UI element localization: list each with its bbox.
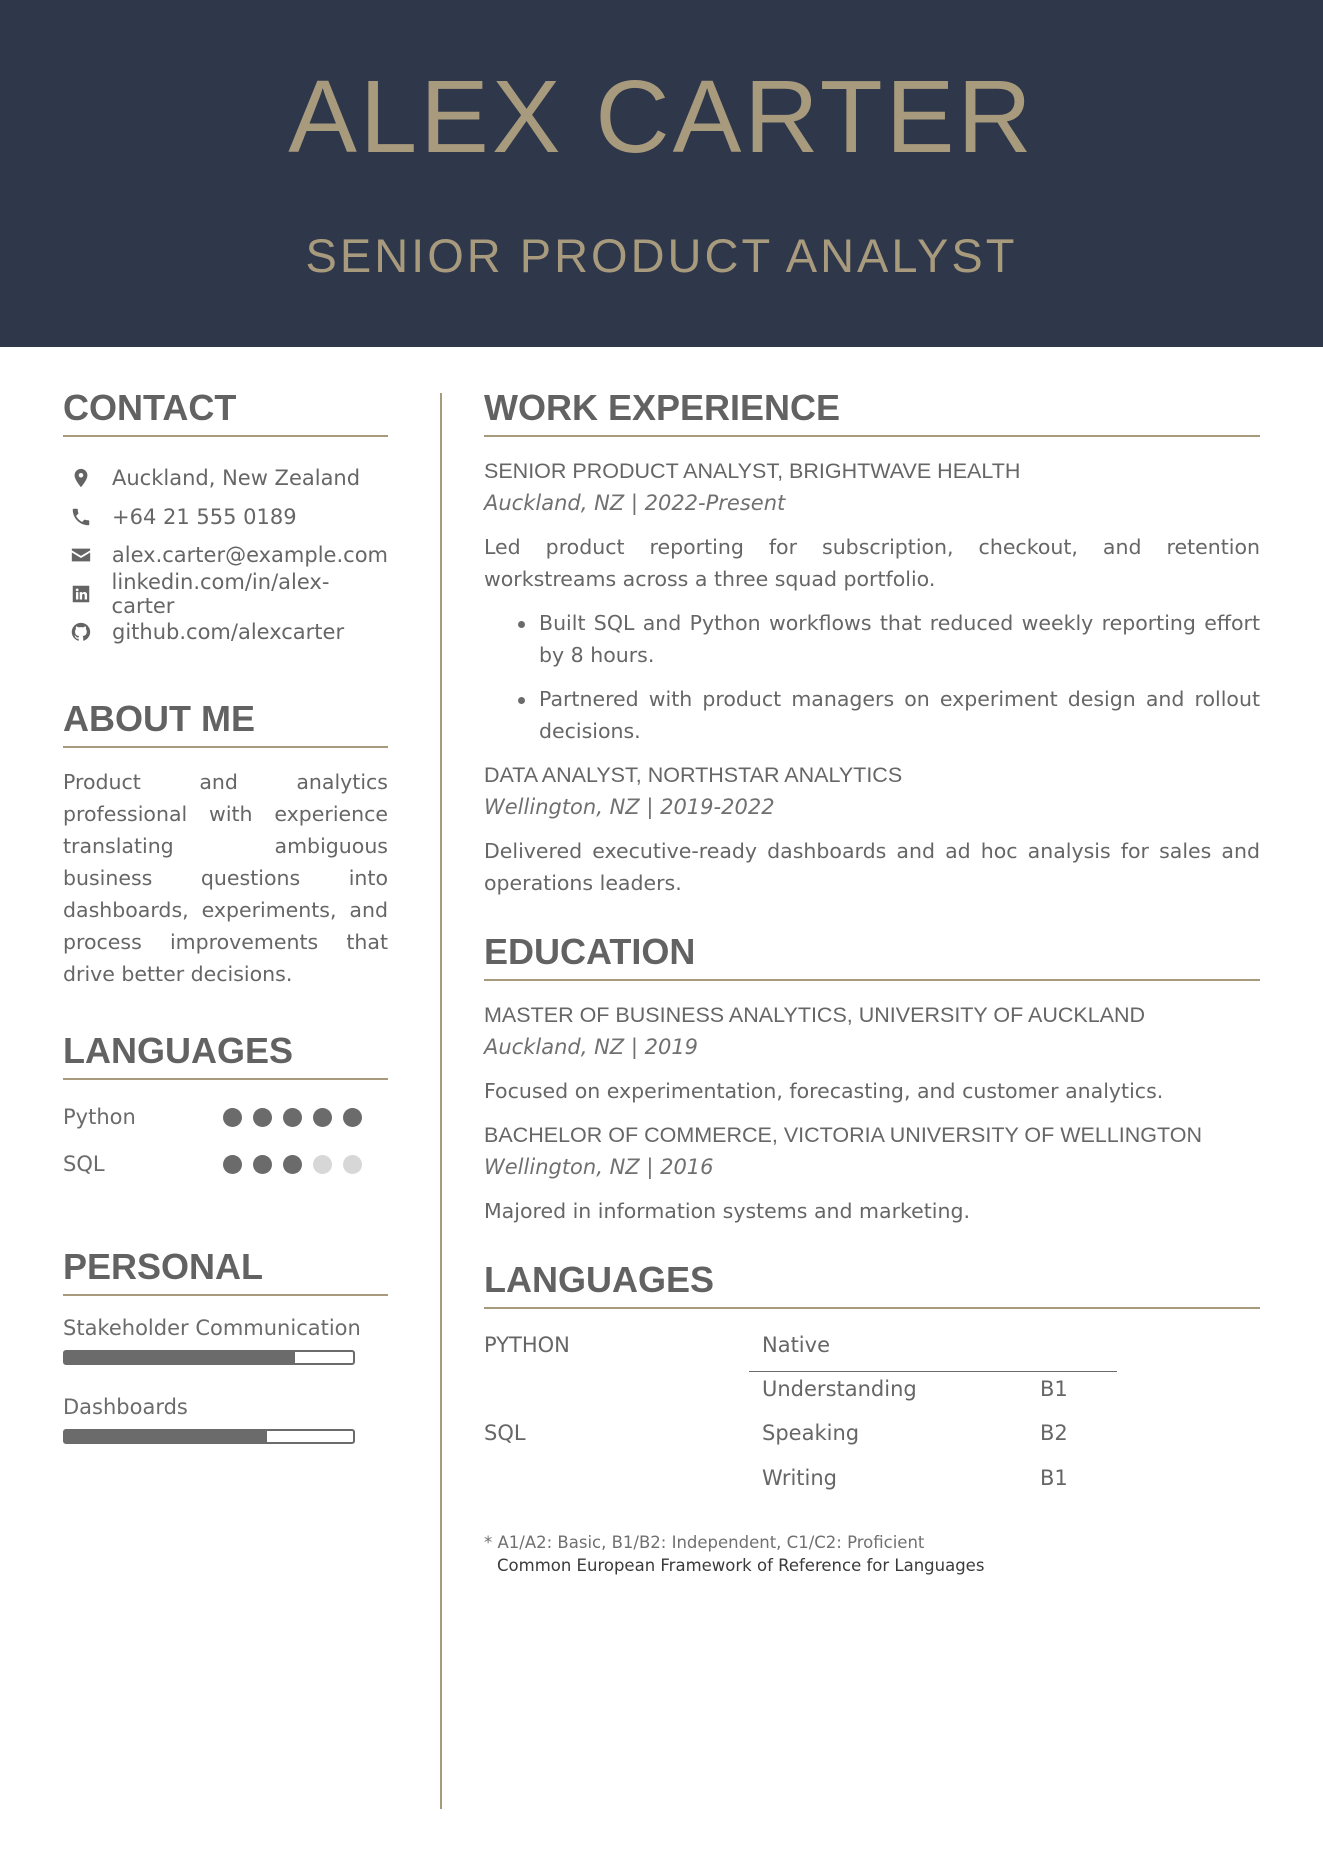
contact-linkedin[interactable] (63, 569, 388, 618)
rating-dots (223, 1108, 373, 1127)
skill-label: Dashboards (63, 1394, 188, 1419)
candidate-name: ALEX CARTER (288, 59, 1035, 174)
education-entry (484, 1119, 1260, 1227)
job-description: Delivered executive-ready dashboards and ad hoc analysis for sales and operations leaders. (484, 839, 1260, 895)
rating-dot-filled (223, 1155, 242, 1174)
skill-bar-fill (65, 1352, 295, 1363)
contact-phone-text: +64 21 555 0189 (112, 504, 297, 529)
language-row-python (63, 1094, 388, 1141)
language-python-level: Native (762, 1333, 830, 1357)
degree-meta: Wellington, NZ | 2016 (484, 1155, 714, 1179)
candidate-title: SENIOR PRODUCT ANALYST (305, 229, 1018, 282)
job-description: Led product reporting for subscription, checkout, and retention workstreams across a three squad portfolio. (484, 535, 1260, 591)
rating-dot-filled (283, 1155, 302, 1174)
left-column (63, 385, 388, 1444)
language-name: SQL (63, 1152, 105, 1176)
rating-dot-filled (313, 1108, 332, 1127)
contact-email[interactable] (63, 536, 388, 575)
work-heading: WORK EXPERIENCE (484, 385, 1260, 437)
rating-dot-empty (313, 1155, 332, 1174)
degree-title: BACHELOR OF COMMERCE, VICTORIA UNIVERSITY OF WELLINGTON (484, 1123, 1202, 1147)
degree-description: Majored in information systems and marketing. (484, 1199, 971, 1223)
job-bullets (484, 607, 1260, 747)
skill-bar (63, 1350, 355, 1365)
contact-location (63, 459, 388, 498)
job-bullet: Partnered with product managers on experiment design and rollout decisions. (484, 683, 1260, 747)
contact-phone[interactable] (63, 498, 388, 537)
rating-dot-filled (223, 1108, 242, 1127)
sql-skill-level: B2 (1040, 1421, 1068, 1445)
rating-dot-filled (283, 1108, 302, 1127)
skill-label: Stakeholder Communication (63, 1315, 361, 1340)
sql-skill-name: Speaking (762, 1421, 860, 1445)
language-python-name: PYTHON (484, 1333, 570, 1357)
rating-dots (223, 1155, 373, 1174)
skill-bar (63, 1429, 355, 1444)
languages-right-heading: LANGUAGES (484, 1257, 1260, 1309)
language-name: Python (63, 1105, 136, 1129)
language-row-sql (63, 1141, 388, 1188)
sql-skill-name: Understanding (762, 1377, 917, 1401)
right-column (484, 385, 1260, 1575)
degree-meta: Auckland, NZ | 2019 (484, 1035, 699, 1059)
table-divider (749, 1371, 1117, 1372)
language-table (484, 1333, 1260, 1513)
degree-description: Focused on experimentation, forecasting, and customer analytics. (484, 1079, 1164, 1103)
rating-dot-filled (343, 1108, 362, 1127)
contact-list (63, 459, 388, 652)
sql-skill-level: B1 (1040, 1466, 1068, 1490)
job-entry (484, 759, 1260, 899)
job-bullet: Built SQL and Python workflows that reduced weekly reporting effort by 8 hours. (484, 607, 1260, 671)
job-title: DATA ANALYST, NORTHSTAR ANALYTICS (484, 763, 903, 787)
job-entry (484, 455, 1260, 747)
cefr-legend: * A1/A2: Basic, B1/B2: Independent, C1/C2: Proficient (484, 1533, 925, 1552)
personal-heading: PERSONAL (63, 1244, 388, 1296)
education-entry (484, 999, 1260, 1107)
phone-icon (66, 502, 96, 532)
contact-heading: CONTACT (63, 385, 388, 437)
degree-title: MASTER OF BUSINESS ANALYTICS, UNIVERSITY OF AUCKLAND (484, 1003, 1146, 1027)
rating-dot-filled (253, 1108, 272, 1127)
contact-linkedin-text: linkedin.com/in/alex-carter (111, 569, 330, 618)
language-sql-name: SQL (484, 1421, 526, 1445)
about-heading: ABOUT ME (63, 696, 388, 748)
contact-github[interactable] (63, 613, 388, 652)
languages-left-heading: LANGUAGES (63, 1028, 388, 1080)
email-icon (66, 540, 96, 570)
column-divider (440, 393, 442, 1809)
about-text: Product and analytics professional with experience translating ambiguous business questions into dashboards, experiments, and process improvements that drive better decisions. (63, 769, 388, 986)
rating-dot-filled (253, 1155, 272, 1174)
education-heading: EDUCATION (484, 929, 1260, 981)
contact-github-text: github.com/alexcarter (112, 620, 345, 645)
contact-email-text: alex.carter@example.com (111, 543, 388, 568)
cefr-source: Common European Framework of Reference for Languages (497, 1556, 985, 1575)
job-meta: Auckland, NZ | 2022-Present (484, 491, 786, 515)
header-banner (0, 0, 1323, 347)
rating-dot-empty (343, 1155, 362, 1174)
job-meta: Wellington, NZ | 2019-2022 (484, 795, 775, 819)
github-icon (66, 617, 96, 647)
sql-skill-name: Writing (762, 1466, 837, 1490)
sql-skill-level: B1 (1040, 1377, 1068, 1401)
language-ratings (63, 1094, 388, 1188)
job-title: SENIOR PRODUCT ANALYST, BRIGHTWAVE HEALTH (484, 459, 1021, 483)
skill-stakeholder-communication (63, 1316, 388, 1365)
skill-dashboards (63, 1395, 388, 1444)
contact-location-text: Auckland, New Zealand (112, 466, 361, 491)
skill-bar-fill (65, 1431, 267, 1442)
linkedin-icon (66, 579, 96, 609)
location-icon (66, 463, 96, 493)
